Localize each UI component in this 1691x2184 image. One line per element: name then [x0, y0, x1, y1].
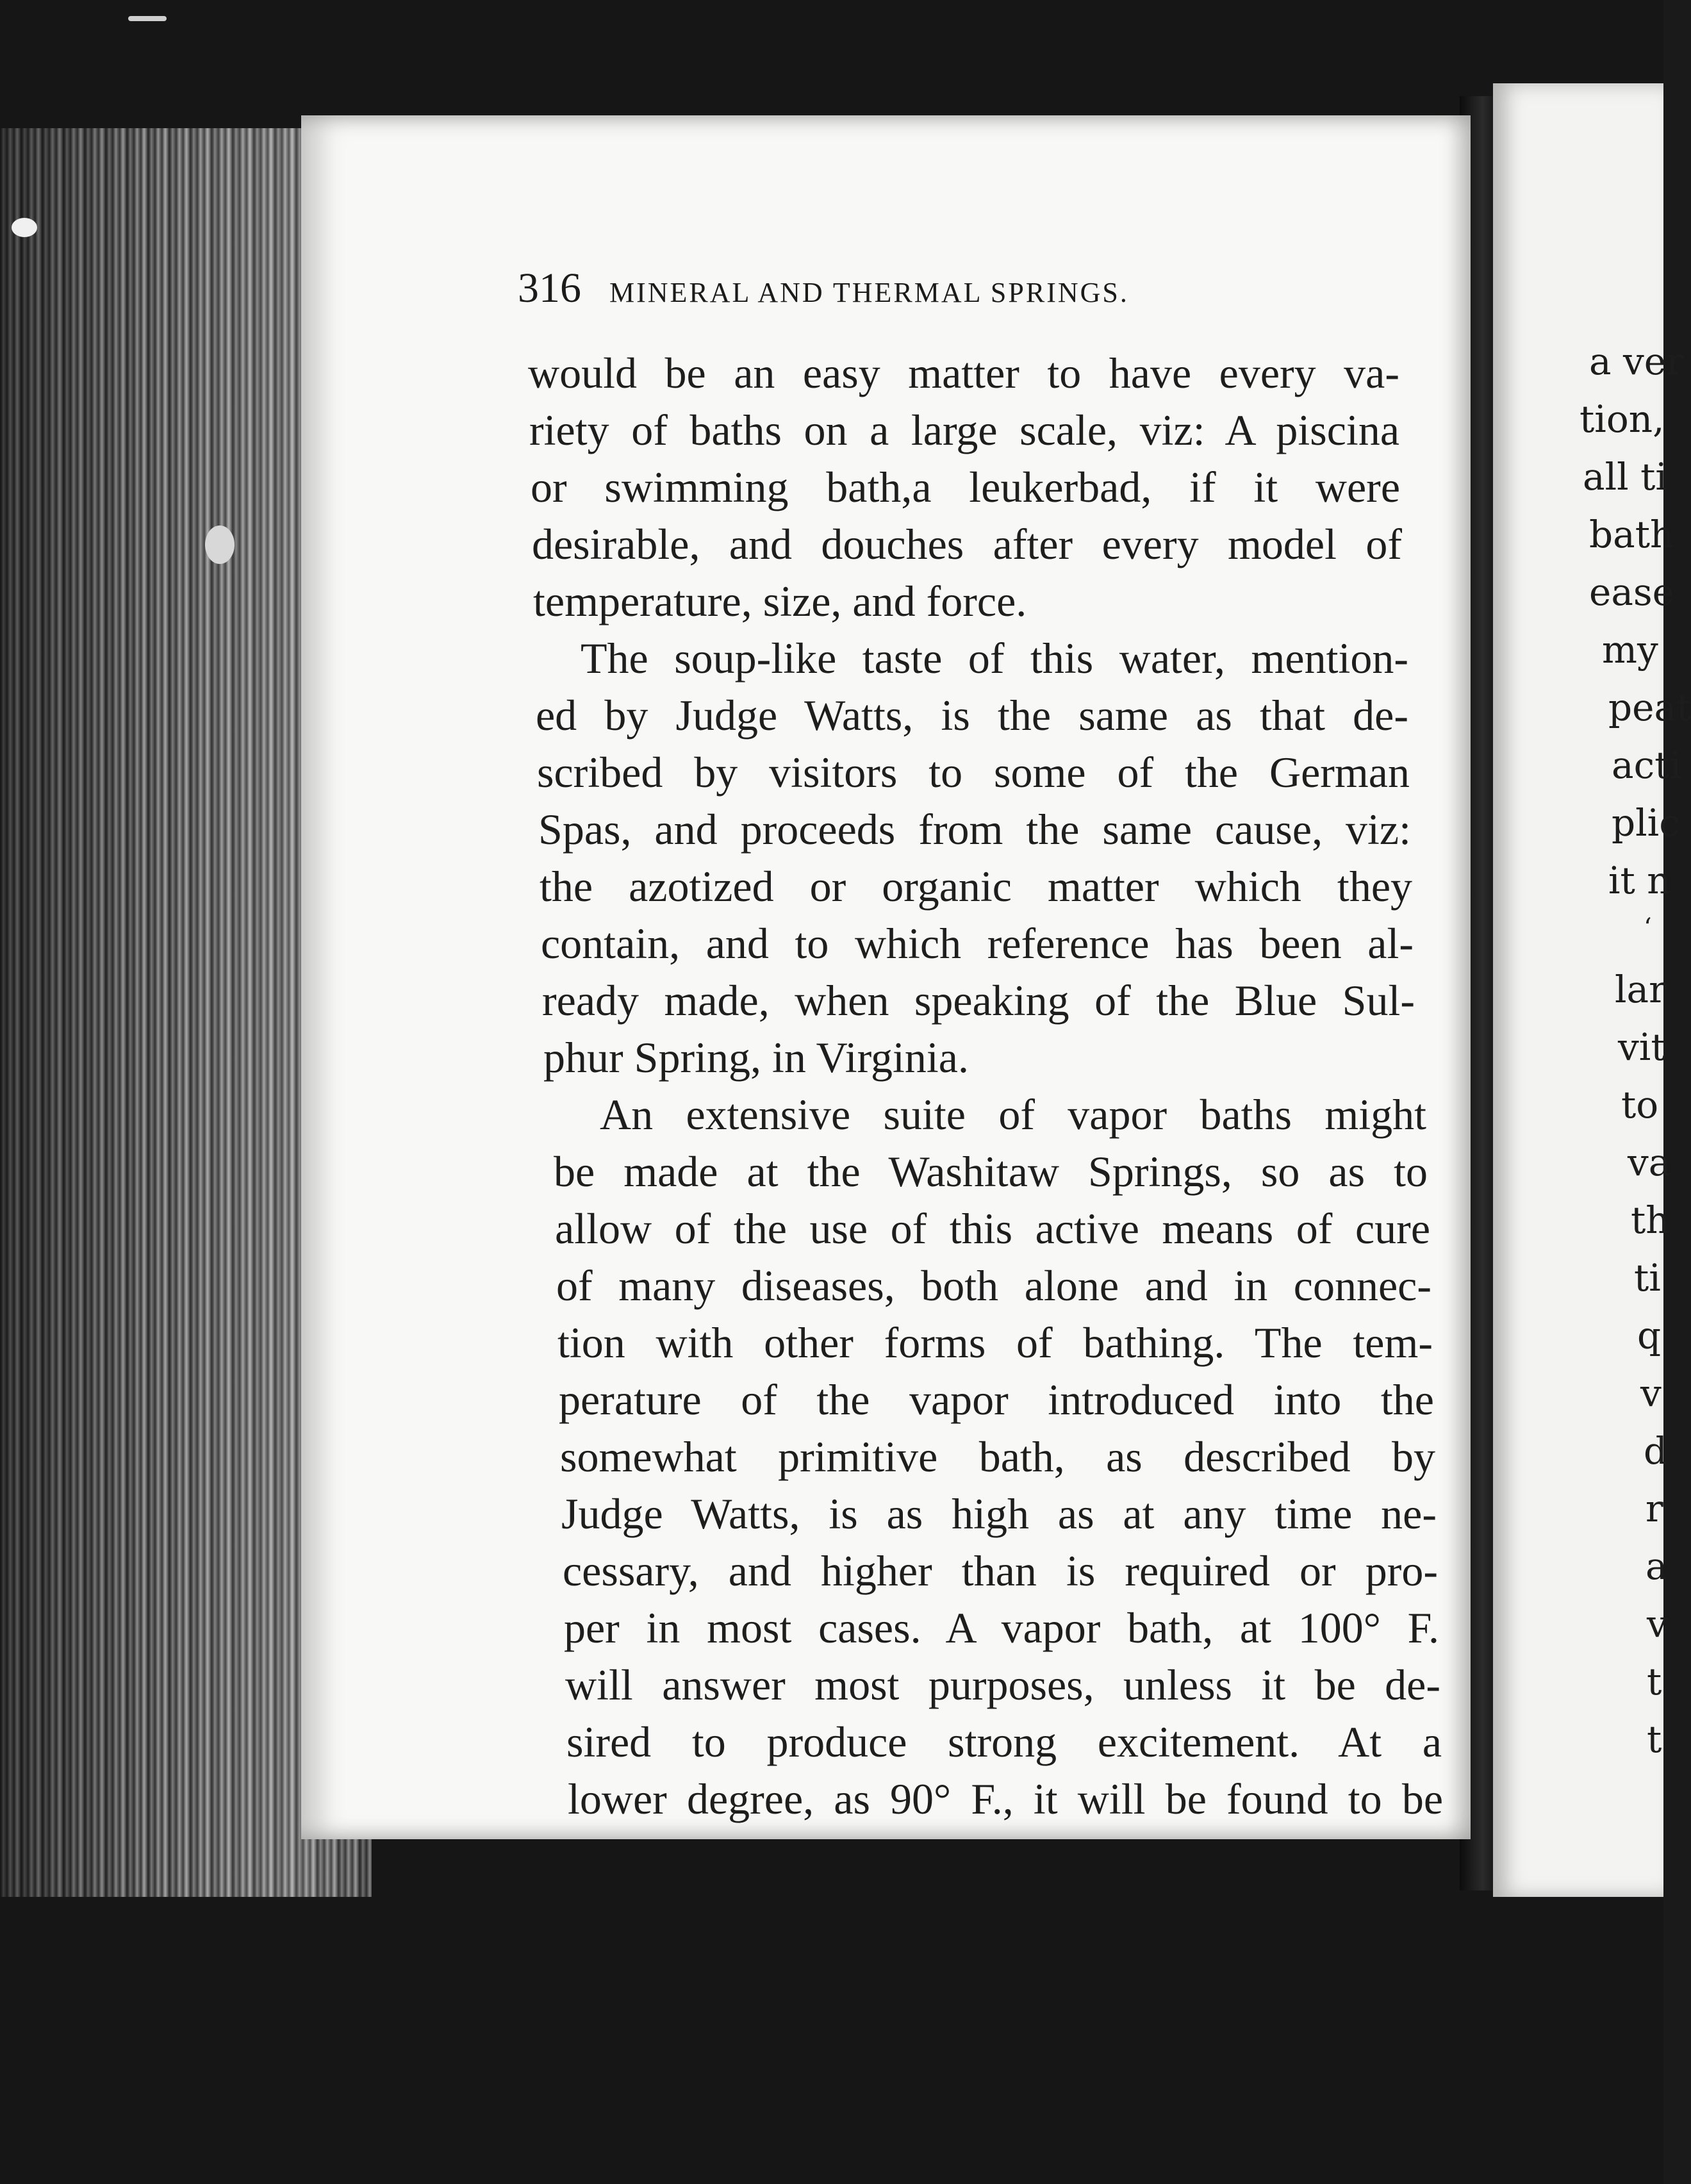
facing-line: q: [1637, 1314, 1662, 1357]
facing-line: v: [1647, 1602, 1668, 1646]
text-line: riety of baths on a large scale, viz: A piscina: [529, 406, 1399, 454]
text-line: scribed by visitors to some of the German: [537, 748, 1410, 797]
facing-line: to: [1621, 1083, 1659, 1127]
facing-line: th: [1631, 1198, 1670, 1242]
facing-line: tion,: [1580, 397, 1665, 441]
facing-line: bath: [1589, 513, 1674, 556]
facing-line: d: [1644, 1429, 1668, 1473]
facing-line: t: [1647, 1660, 1662, 1703]
text-line: of many diseases, both alone and in connec-: [556, 1261, 1431, 1310]
text-line: contain, and to which reference has been al-: [541, 919, 1414, 968]
facing-line: peat: [1608, 686, 1691, 729]
text-line: lower degree, as 90° F., it will be found to be: [568, 1774, 1443, 1823]
facing-line: a ver: [1589, 340, 1684, 383]
text-line: would be an easy matter to have every va-: [528, 349, 1399, 397]
scan-speck: [12, 218, 37, 237]
facing-line: acti: [1612, 743, 1681, 787]
text-line: Judge Watts, is as high as at any time ne-: [561, 1489, 1437, 1538]
text-line: be made at the Washitaw Springs, so as to: [554, 1147, 1428, 1196]
facing-line: a: [1646, 1544, 1668, 1588]
text-line: cessary, and higher than is required or pro-: [563, 1546, 1438, 1595]
text-line: will answer most purposes, unless it be de-: [565, 1660, 1440, 1709]
facing-page-fragment: [1493, 83, 1691, 1897]
text-line: allow of the use of this active means of cure: [555, 1204, 1430, 1253]
facing-line: t: [1647, 1717, 1662, 1761]
facing-line: plic: [1612, 801, 1680, 845]
facing-line: ‘: [1644, 913, 1652, 943]
text-line: An extensive suite of vapor baths might: [600, 1090, 1426, 1139]
text-line: tion with other forms of bathing. The tem-: [557, 1318, 1433, 1367]
facing-line: all ti: [1583, 455, 1667, 499]
facing-line: my: [1602, 628, 1658, 672]
text-line: per in most cases. A vapor bath, at 100° F.: [564, 1603, 1439, 1652]
text-line: or swimming bath,a leukerbad, if it were: [531, 463, 1400, 511]
running-title: MINERAL AND THERMAL SPRINGS.: [609, 277, 1129, 308]
text-line: phur Spring, in Virginia.: [543, 1033, 969, 1082]
scan-speck: [128, 16, 167, 21]
facing-line: ti: [1634, 1256, 1661, 1300]
text-line: temperature, size, and force.: [533, 577, 1027, 625]
text-line: Spas, and proceeds from the same cause, viz:: [538, 805, 1411, 854]
text-line: desirable, and douches after every model of: [532, 520, 1402, 568]
text-line: perature of the vapor introduced into the: [559, 1375, 1434, 1424]
facing-line: v: [1640, 1371, 1662, 1415]
facing-line: vit: [1618, 1025, 1666, 1069]
text-line: ready made, when speaking of the Blue Sul-: [542, 976, 1415, 1025]
page-number: 316: [518, 265, 581, 311]
text-line: somewhat primitive bath, as described by: [560, 1432, 1435, 1481]
facing-line: it n: [1608, 859, 1671, 902]
text-line: sired to produce strong excitement. At a: [566, 1717, 1442, 1766]
text-line: ed by Judge Watts, is the same as that de-: [536, 691, 1408, 740]
running-head: [518, 264, 1129, 313]
text-line: The soup-like taste of this water, mention-: [581, 634, 1408, 682]
text-line: the azotized or organic matter which they: [540, 862, 1412, 911]
facing-line: r: [1646, 1487, 1663, 1530]
facing-line: va: [1628, 1141, 1671, 1184]
facing-line: lar: [1615, 968, 1667, 1011]
scan-speck: [205, 525, 235, 564]
facing-line: ease: [1589, 570, 1674, 614]
